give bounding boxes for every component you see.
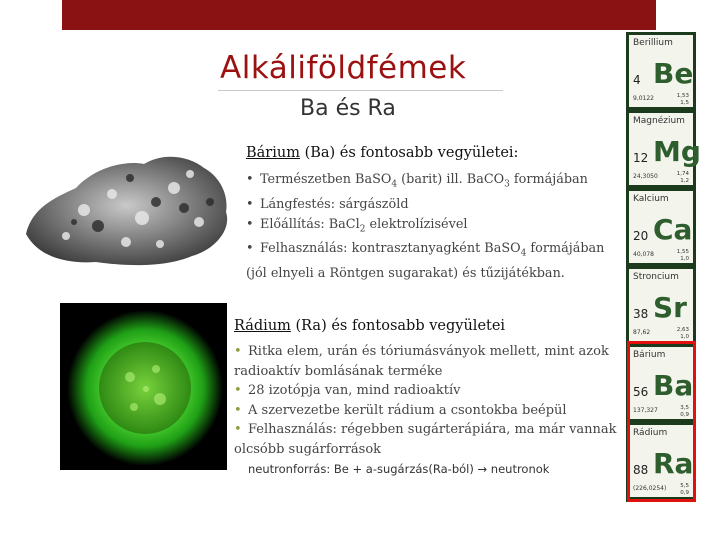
bullet-dot: • [234, 422, 242, 438]
barium-heading: Bárium (Ba) és fontosabb vegyületei: [246, 145, 519, 161]
bullet-text: Előállítás: BaCl [260, 216, 360, 232]
bullet-text: Ritka elem, urán és tóriumásványok mellett, mint azok [248, 344, 609, 359]
bullet-text: Felhasználás: kontrasztanyagként BaSO [260, 241, 521, 257]
bullet-text: olcsóbb sugárforrások [234, 441, 382, 457]
element-symbol: Mg [653, 135, 701, 168]
barium-bullet-item [246, 195, 616, 215]
subscript: 2 [359, 224, 366, 235]
atomic-number: 56 [633, 385, 649, 399]
atomic-number: 88 [633, 463, 649, 477]
atomic-mass: 87,62 [633, 329, 651, 336]
radium-section [234, 318, 617, 476]
element-props: 1,53 1,5 [676, 93, 689, 106]
radium-heading: Rádium (Ra) és fontosabb vegyületei [234, 318, 506, 334]
atomic-number: 12 [633, 151, 649, 165]
barium-bullet-list [246, 170, 616, 284]
bullet-dot: • [234, 402, 242, 418]
atomic-number: 38 [633, 307, 649, 321]
element-name: Stroncium [633, 272, 679, 282]
element-symbol: Be [653, 57, 694, 90]
atomic-mass: (226,0254) [633, 485, 667, 492]
element-symbol: Ba [653, 369, 694, 402]
element-name: Berillium [633, 38, 673, 48]
element-cell-be [629, 35, 693, 107]
radium-bullet-item [234, 381, 614, 401]
subscript: 3 [504, 179, 510, 190]
slide-subtitle: Ba és Ra [300, 96, 396, 121]
bullet-dot: • [246, 196, 254, 212]
title-divider [218, 90, 503, 91]
element-name: Rádium [633, 428, 668, 438]
atomic-mass: 24,3050 [633, 173, 658, 180]
element-props: 1,74 1,2 [676, 171, 689, 184]
radium-bullet-item [234, 342, 614, 362]
bullet-dot: • [234, 344, 242, 359]
bullet-dot: • [246, 216, 254, 232]
radium-bullet-continuation [234, 440, 614, 460]
barium-bullet-item [246, 215, 616, 240]
bullet-text: elektrolízisével [365, 216, 468, 232]
bullet-text: Természetben BaSO [260, 172, 392, 187]
bullet-dot: • [246, 241, 254, 257]
atomic-mass: 40,078 [633, 251, 654, 258]
element-props: 5,5 0,9 [680, 483, 689, 496]
bullet-text: 28 izotópja van, mind radioaktív [248, 383, 461, 399]
element-cell-mg [629, 113, 701, 185]
bullet-text: A szervezetbe került rádium a csontokba beépül [248, 402, 567, 418]
barium-continuation: (jól elnyeli a Röntgen sugarakat) és tűzijátékban. [246, 265, 565, 281]
radium-bullet-item [234, 401, 614, 421]
radium-glow-image [60, 303, 227, 470]
bullet-text: radioaktív bomlásának terméke [234, 363, 443, 379]
element-name: Kalcium [633, 194, 669, 204]
ba-ra-highlight [627, 341, 696, 502]
element-symbol: Ca [653, 213, 693, 246]
element-name: Magnézium [633, 116, 685, 126]
neutron-reaction: neutronforrás: Be + a-sugárzás(Ra-ból) → neutronok [248, 461, 550, 476]
bullet-text: formájában [509, 172, 588, 187]
subscript: 4 [391, 179, 398, 190]
barium-bullet-item [246, 239, 616, 264]
atomic-mass: 137,327 [633, 407, 658, 414]
barium-metal-image [14, 138, 236, 272]
header-bar [62, 0, 656, 30]
atomic-number: 4 [633, 73, 641, 87]
bullet-text: Felhasználás: régebben sugárterápiára, ma már vannak [248, 422, 617, 438]
element-cell-ca [629, 191, 693, 263]
element-cell-sr [629, 269, 693, 341]
atomic-mass: 9,0122 [633, 95, 654, 102]
radium-bullet-list [234, 342, 617, 460]
barium-bullet-item [246, 170, 616, 195]
element-props: 3,5 0,9 [680, 405, 689, 418]
element-props: 2,63 1,0 [676, 327, 689, 340]
element-symbol: Ra [653, 447, 694, 480]
bullet-dot: • [246, 172, 254, 187]
bullet-text: formájában [526, 241, 605, 257]
radium-bullet-item [234, 420, 617, 440]
bullet-dot: • [234, 383, 242, 399]
element-name: Bárium [633, 350, 666, 360]
bullet-text: (barit) ill. BaCO [397, 172, 505, 187]
radium-bullet-continuation [234, 362, 614, 382]
atomic-number: 20 [633, 229, 649, 243]
slide-title: Alkáliföldfémek [220, 50, 467, 86]
element-props: 1,55 1,0 [676, 249, 689, 262]
bullet-text: Lángfestés: sárgászöld [260, 196, 409, 212]
element-symbol: Sr [653, 291, 687, 324]
barium-section [246, 145, 616, 284]
subscript: 4 [520, 248, 527, 259]
